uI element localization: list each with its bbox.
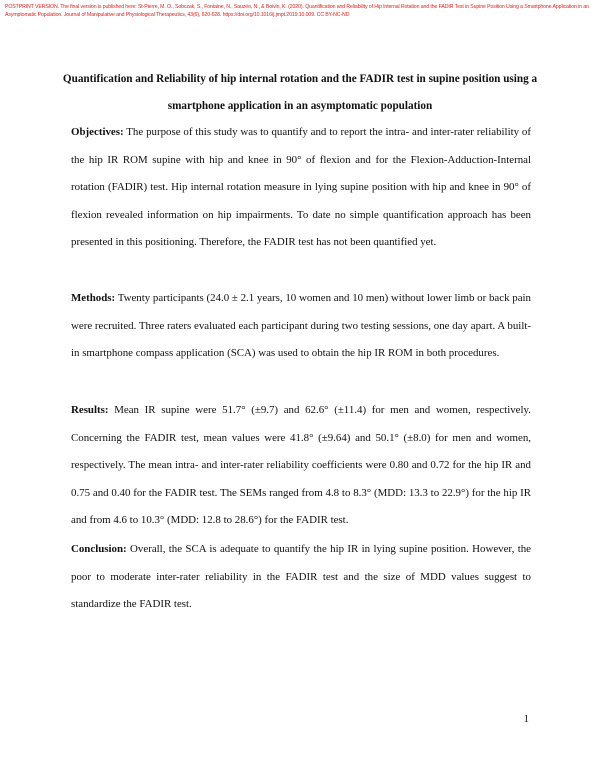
- page-number: 1: [523, 713, 529, 725]
- results-text: Mean IR supine were 51.7° (±9.7) and 62.6° (±11.4) for men and women, respectively. Concerning the FADIR test, mean values were 41.8° (±9.64) and 50.1° (±8.0) for men and women, respectively. The mean intra- and inter-rater reliability coefficients were 0.80 and 0.72 for the hip IR and 0.75 and 0.40 for the FADIR test. The SEMs ranged from 4.8 to 8.3° (MDD: 13.3 to 22.9°) for the hip IR and from 4.6 to 10.3° (MDD: 12.8 to 28.6°) for the FADIR test.: [71, 404, 531, 526]
- results-section: [71, 397, 531, 535]
- postprint-notice: POSTPRINT VERSION. The final version is published here: St-Pierre, M. O., Sobczak, S., Fontaine, N., Sauzéo, N., & Boivin, K. (2020). Quantification and Reliability of Hip Internal Rotation and the FADIR Test in Supine Position Using a Smartphone Application in an Asymptomatic Population. Journal of Manipulative and Physiological Therapeutics, 43(6), 620-628. https://doi.org/10.1016/j.jmpt.2019.10.009. CC BY-NC-ND: [5, 4, 589, 18]
- conclusion-label: Conclusion:: [71, 543, 127, 555]
- conclusion-text: Overall, the SCA is adequate to quantify the hip IR in lying supine position. However, the poor to moderate inter-rater reliability in the FADIR test and the size of MDD values suggest to standardize the FADIR test.: [71, 543, 531, 610]
- objectives-text: The purpose of this study was to quantify and to report the intra- and inter-rater reliability of the hip IR ROM supine with hip and knee in 90° of flexion and for the Flexion-Adduction-Internal rotation (FADIR) test. Hip internal rotation measure in lying supine position with hip and knee in 90° of flexion revealed information on hip impairments. To date no simple quantification approach has been presented in this positioning. Therefore, the FADIR test has not been quantified yet.: [71, 126, 531, 248]
- methods-text: Twenty participants (24.0 ± 2.1 years, 10 women and 10 men) without lower limb or back pain were recruited. Three raters evaluated each participant during two testing sessions, one day apart. A built-in smartphone compass application (SCA) was used to obtain the hip IR ROM in both procedures.: [71, 292, 531, 359]
- conclusion-section: [71, 536, 531, 619]
- paper-title: Quantification and Reliability of hip internal rotation and the FADIR test in supine position using a smartphone application in an asymptomatic population: [62, 73, 538, 112]
- objectives-section: [71, 119, 531, 257]
- results-label: Results:: [71, 404, 109, 416]
- methods-label: Methods:: [71, 292, 116, 304]
- objectives-label: Objectives:: [71, 126, 124, 138]
- methods-section: [71, 285, 531, 368]
